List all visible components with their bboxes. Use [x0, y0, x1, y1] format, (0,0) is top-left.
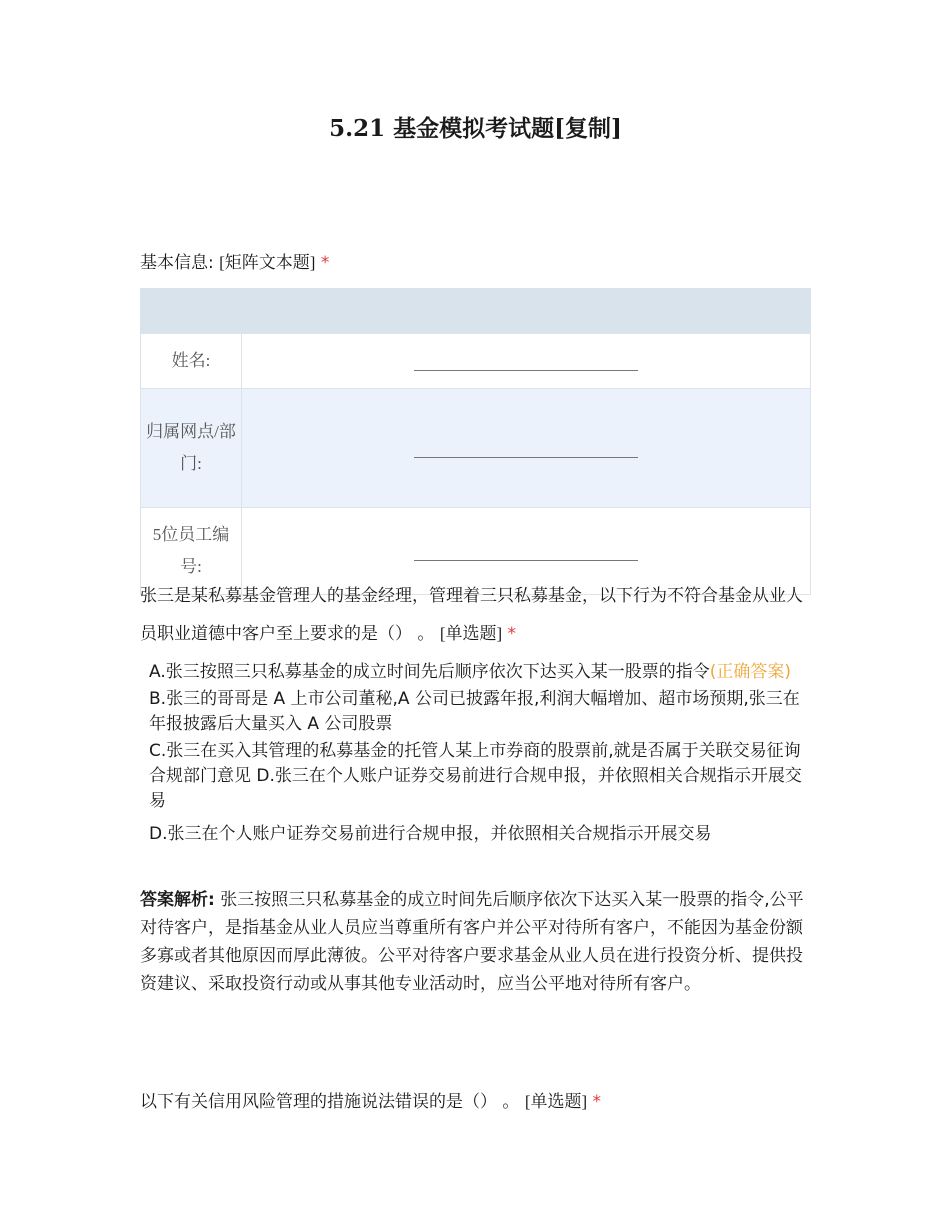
- question-2-text: 以下有关信用风险管理的措施说法错误的是（） 。: [140, 1092, 520, 1112]
- row-label-employee-id: 5位员工编号:: [141, 508, 242, 595]
- answer-analysis: [140, 886, 811, 998]
- name-field[interactable]: [414, 352, 638, 371]
- option-c[interactable]: [149, 739, 809, 814]
- question-type-tag: [单选题]: [524, 1092, 588, 1111]
- employee-id-field[interactable]: [414, 542, 638, 561]
- required-mark: *: [320, 253, 330, 273]
- title-number: 5.21: [329, 115, 386, 142]
- basic-info-question: [140, 244, 811, 282]
- department-field[interactable]: [414, 439, 638, 458]
- basic-info-matrix: [140, 288, 811, 595]
- option-d[interactable]: [149, 822, 809, 847]
- required-mark: *: [507, 624, 517, 644]
- row-label-department: 归属网点/部门:: [141, 389, 242, 508]
- question-type-tag: [矩阵文本题]: [219, 253, 316, 272]
- option-b-text: B.张三的哥哥是 A 上市公司董秘,A 公司已披露年报,利润大幅增加、超市场预期,张三在年报披露后大量买入 A 公司股票: [149, 689, 800, 734]
- department-input-cell[interactable]: [242, 389, 811, 508]
- correct-answer-note: (正确答案): [709, 662, 791, 682]
- page-title: [140, 110, 811, 143]
- analysis-label: 答案解析:: [140, 890, 215, 910]
- table-row: [141, 334, 811, 389]
- question-type-tag: [单选题]: [439, 624, 503, 643]
- option-a[interactable]: [149, 660, 809, 685]
- question-1-options: [149, 660, 809, 849]
- title-suffix: [复制]: [554, 115, 622, 142]
- option-a-text: A.张三按照三只私募基金的成立时间先后顺序依次下达买入某一股票的指令: [149, 662, 710, 682]
- analysis-text: 张三按照三只私募基金的成立时间先后顺序依次下达买入某一股票的指令,公平对待客户，是指基金从业人员应当尊重所有客户并公平对待所有客户，不能因为基金份额多寡或者其他原因而厚此薄彼。公平对待客户要求基金从业人员在进行投资分析、提供投资建议、采取投资行动或从事其他专业活动时，应当公平地对待所有客户。: [140, 890, 804, 994]
- question-2-stem: [140, 1084, 811, 1120]
- name-input-cell[interactable]: [242, 334, 811, 389]
- matrix-header-cell: [141, 289, 242, 334]
- table-row: [141, 389, 811, 508]
- basic-info-label: 基本信息:: [140, 253, 214, 273]
- matrix-header-cell: [242, 289, 811, 334]
- row-label-name: 姓名:: [141, 334, 242, 389]
- required-mark: *: [592, 1092, 602, 1112]
- option-c-text: C.张三在买入其管理的私募基金的托管人某上市券商的股票前,就是否属于关联交易征询合规部门意见 D.张三在个人账户证券交易前进行合规申报，并依照相关合规指示开展交易: [149, 741, 802, 811]
- question-1-stem: [140, 578, 811, 653]
- option-d-text: D.张三在个人账户证券交易前进行合规申报，并依照相关合规指示开展交易: [149, 824, 712, 844]
- question-1-text: 张三是某私募基金管理人的基金经理，管理着三只私募基金，以下行为不符合基金从业人员职业道德中客户至上要求的是（） 。: [140, 586, 803, 644]
- option-b[interactable]: [149, 687, 809, 737]
- title-text: 基金模拟考试题: [393, 115, 555, 142]
